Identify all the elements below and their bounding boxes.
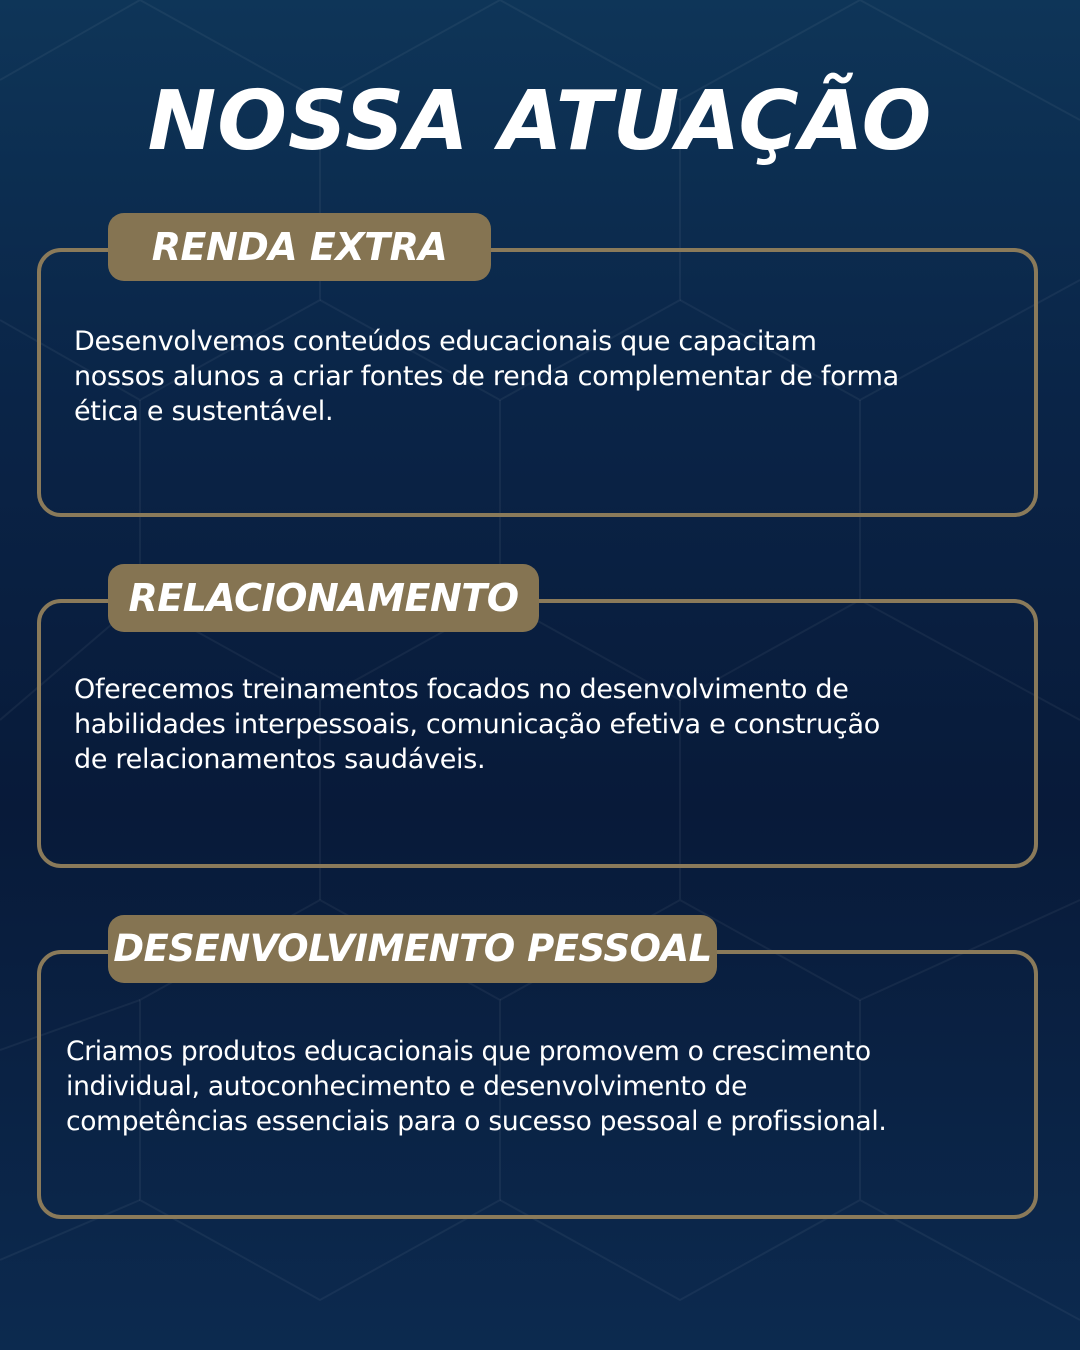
page-title: NOSSA ATUAÇÃO [147, 74, 933, 169]
description-line: de relacionamentos saudáveis. [74, 744, 486, 775]
description-line: habilidades interpessoais, comunicação efetiva e construção [74, 709, 880, 740]
section-description-desenvolvimento-pessoal [66, 1034, 1026, 1139]
section-description-relacionamento [74, 672, 1014, 777]
description-line: Oferecemos treinamentos focados no desenvolvimento de [74, 674, 849, 705]
description-line: competências essenciais para o sucesso pessoal e profissional. [66, 1106, 887, 1137]
description-line: nossos alunos a criar fontes de renda complementar de forma [74, 361, 899, 392]
description-line: ética e sustentável. [74, 396, 334, 427]
section-heading-renda-extra: RENDA EXTRA [108, 213, 491, 281]
section-heading-relacionamento: RELACIONAMENTO [108, 564, 539, 632]
description-line: individual, autoconhecimento e desenvolvimento de [66, 1071, 748, 1102]
section-description-renda-extra [74, 324, 1014, 429]
description-line: Criamos produtos educacionais que promovem o crescimento [66, 1036, 871, 1067]
description-line: Desenvolvemos conteúdos educacionais que capacitam [74, 326, 817, 357]
section-heading-desenvolvimento-pessoal: DESENVOLVIMENTO PESSOAL [108, 915, 717, 983]
